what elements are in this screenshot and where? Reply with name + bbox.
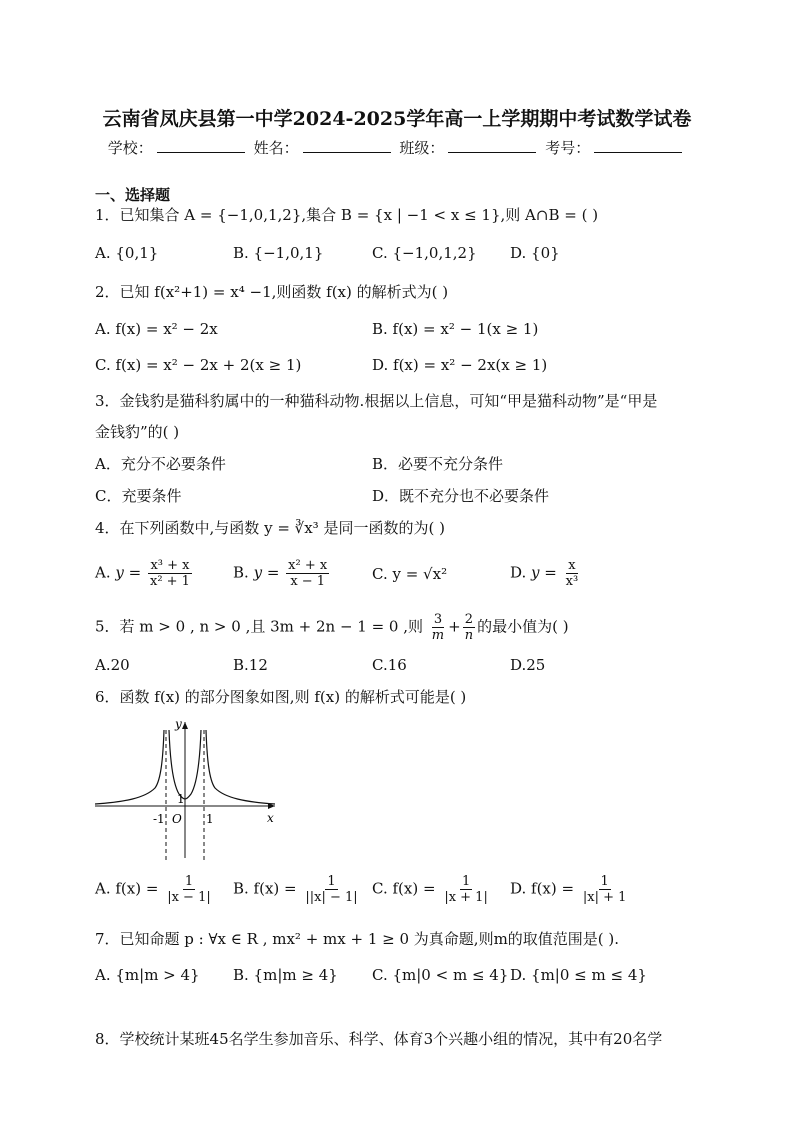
- q6-option-b-fraction: $\frac{1}{||x| - 1|}$: [305, 874, 358, 905]
- x-axis-label: x: [267, 811, 274, 825]
- question-3-stem-line2: 金钱豹”的( ): [95, 423, 180, 441]
- option-a-fraction: $\frac{\text{x³ + x}}{\text{x² + 1}}$: [149, 558, 190, 589]
- question-1-option-b: B. {−1,0,1}: [233, 244, 324, 262]
- q6-option-b-lhs: B. f(x) =: [233, 879, 297, 898]
- question-6-stem: 6．函数 f(x) 的部分图象如图,则 f(x) 的解析式可能是( ): [95, 688, 467, 706]
- question-4-option-a: [95, 558, 194, 589]
- question-5-text: 5．若 m > 0 , n > 0 ,且 3m + 2n − 1 = 0 ,则: [95, 617, 424, 636]
- student-info-line: [0, 137, 794, 158]
- q6-option-c-lhs: C. f(x) =: [372, 879, 436, 898]
- class-label: 班级：: [399, 139, 445, 157]
- curve-left-branch: [95, 730, 164, 804]
- question-5-option-a: A.20: [95, 656, 130, 674]
- question-2-option-c: C. f(x) = x² − 2x + 2(x ≥ 1): [95, 356, 302, 374]
- number-blank: [594, 138, 682, 153]
- option-b-letter: B.: [233, 563, 249, 582]
- question-2-option-b: B. f(x) = x² − 1(x ≥ 1): [372, 320, 539, 338]
- option-d-fraction: $\frac{x}{\text{x³}}$: [565, 558, 579, 589]
- question-7-option-b: B. {m|m ≥ 4}: [233, 966, 338, 984]
- question-2-stem: 2．已知 f(x²+1) = x⁴ −1,则函数 f(x) 的解析式为( ): [95, 283, 449, 301]
- question-7-stem: 7．已知命题 p : ∀x ∈ R , mx² + mx + 1 ≥ 0 为真命题,则m的取值范围是( ).: [95, 930, 620, 948]
- question-2-option-d: D. f(x) = x² − 2x(x ≥ 1): [372, 356, 548, 374]
- option-b-lhs: y =: [253, 563, 280, 582]
- q6-option-a-fraction: $\frac{1}{|x - 1|}$: [167, 874, 211, 905]
- option-d-letter: D.: [510, 563, 527, 582]
- question-7-option-c: C. {m|0 < m ≤ 4}: [372, 966, 509, 984]
- question-7-option-a: A. {m|m > 4}: [95, 966, 200, 984]
- question-4-option-c: C. y = √x²: [372, 565, 448, 583]
- question-3-option-c: C．充要条件: [95, 487, 182, 505]
- question-5-option-d: D.25: [510, 656, 546, 674]
- school-label: 学校：: [107, 139, 153, 157]
- origin-label: O: [172, 812, 182, 826]
- question-6-option-a: [95, 874, 215, 905]
- name-label: 姓名：: [253, 139, 299, 157]
- question-4-stem: 4．在下列函数中,与函数 y = ∛x³ 是同一函数的为( ): [95, 519, 445, 537]
- q6-option-d-fraction: $\frac{1}{|x| + 1}$: [582, 874, 627, 905]
- question-3-option-b: B．必要不充分条件: [372, 455, 504, 473]
- q6-option-c-fraction: $\frac{1}{|x + 1|}$: [444, 874, 488, 905]
- section-heading: 一、选择题: [95, 186, 171, 204]
- question-4-option-d: [510, 558, 582, 589]
- name-blank: [303, 138, 391, 153]
- question-5-option-b: B.12: [233, 656, 268, 674]
- q6-option-a-lhs: A. f(x) =: [95, 879, 159, 898]
- option-b-fraction: $\frac{\text{x² + x}}{x - 1}$: [288, 558, 328, 589]
- school-blank: [157, 138, 245, 153]
- x-tick-neg-one: -1: [153, 812, 165, 826]
- q5-plus: +: [448, 617, 461, 636]
- function-graph: [95, 718, 280, 863]
- question-1-option-a: A. {0,1}: [95, 244, 159, 262]
- question-3-option-a: A．充分不必要条件: [95, 455, 226, 473]
- y-tick-one: 1: [177, 792, 185, 806]
- question-3-stem-line1: 3．金钱豹是猫科豹属中的一种猫科动物.根据以上信息，可知“甲是猫科动物”是“甲是: [95, 392, 658, 410]
- question-2-option-a: A. f(x) = x² − 2x: [95, 320, 218, 338]
- option-d-lhs: y =: [531, 563, 557, 582]
- question-1-option-c: C. {−1,0,1,2}: [372, 244, 477, 262]
- y-axis-arrow: [182, 722, 188, 729]
- question-7-option-d: D. {m|0 ≤ m ≤ 4}: [510, 966, 647, 984]
- question-5-tail: 的最小值为( ): [477, 617, 569, 636]
- q5-fraction-2: $\frac{2}{n}$: [464, 612, 474, 643]
- question-5-option-c: C.16: [372, 656, 407, 674]
- question-3-option-d: D．既不充分也不必要条件: [372, 487, 550, 505]
- page-title: 云南省凤庆县第一中学2024-2025学年高一上学期期中考试数学试卷: [102, 108, 692, 130]
- x-tick-one: 1: [206, 812, 214, 826]
- question-8-stem: 8．学校统计某班45名学生参加音乐、科学、体育3个兴趣小组的情况，其中有20名学: [95, 1030, 663, 1048]
- option-a-lhs: y =: [115, 563, 142, 582]
- question-5-stem: [95, 612, 569, 643]
- question-6-option-b: [233, 874, 362, 905]
- option-a-letter: A.: [95, 563, 111, 582]
- class-blank: [448, 138, 536, 153]
- number-label: 考号：: [545, 139, 591, 157]
- y-axis-label: y: [175, 718, 182, 731]
- q5-fraction-1: $\frac{3}{m}$: [431, 612, 445, 643]
- question-4-option-b: [233, 558, 331, 589]
- question-1-option-d: D. {0}: [510, 244, 560, 262]
- question-6-option-d: [510, 874, 630, 905]
- question-6-option-c: [372, 874, 492, 905]
- curve-right-branch: [206, 730, 275, 804]
- q6-option-d-lhs: D. f(x) =: [510, 879, 575, 898]
- question-1-stem: 1．已知集合 A = {−1,0,1,2},集合 B = {x | −1 < x ≤ 1},则 A∩B = ( ): [95, 206, 599, 224]
